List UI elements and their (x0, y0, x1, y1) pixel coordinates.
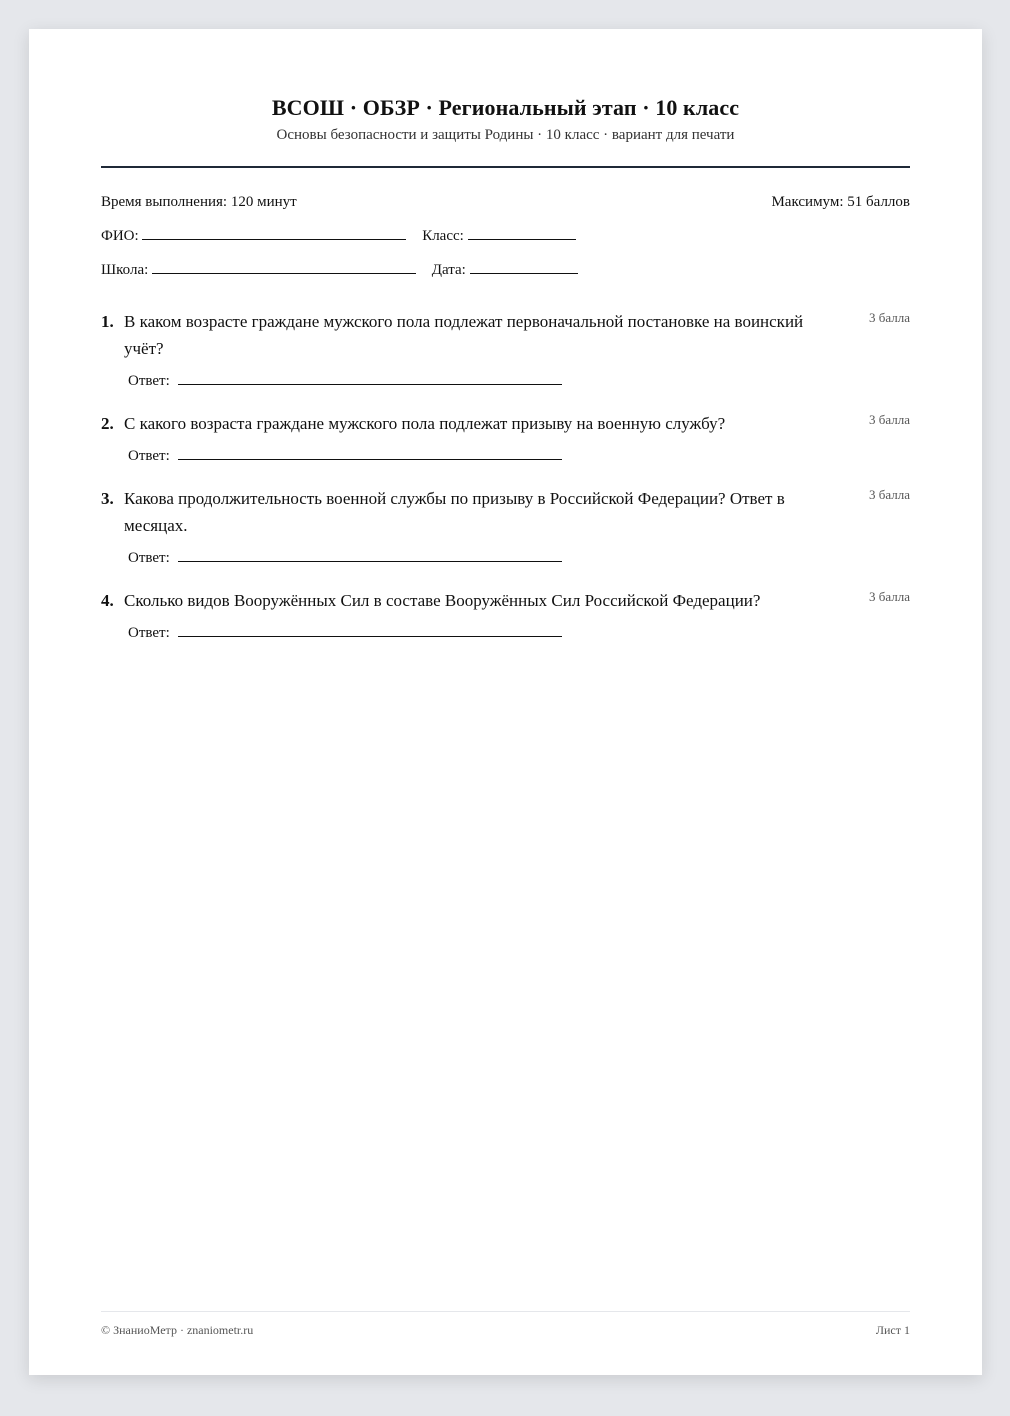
class-label: Класс: (422, 228, 464, 244)
page-number: Лист 1 (875, 1323, 910, 1337)
answer-blank[interactable] (178, 370, 562, 385)
answer-label: Ответ: (128, 448, 170, 464)
question-points: 3 балла (869, 589, 910, 604)
document-header (101, 93, 910, 145)
answer-field[interactable] (128, 622, 910, 643)
question-4 (101, 587, 910, 643)
sheet-content (101, 29, 910, 1375)
class-blank[interactable] (468, 225, 576, 240)
question-points: 3 балла (869, 412, 910, 427)
max-score: Максимум: 51 баллов (771, 194, 910, 210)
page-footer (101, 1311, 910, 1337)
question-number: 4. (101, 591, 114, 610)
date-label: Дата: (431, 262, 466, 278)
question-header (101, 308, 910, 362)
question-header (101, 410, 910, 437)
question-2 (101, 410, 910, 466)
school-blank[interactable] (152, 259, 416, 274)
fio-field[interactable] (101, 225, 406, 246)
answer-label: Ответ: (128, 625, 170, 641)
exam-sheet (29, 29, 982, 1375)
question-list (101, 308, 910, 662)
date-blank[interactable] (470, 259, 578, 274)
question-header (101, 587, 910, 614)
question-number: 3. (101, 489, 114, 508)
question-points: 3 балла (869, 487, 910, 502)
date-field[interactable] (432, 259, 578, 280)
question-text: Какова продолжительность военной службы по призыву в Российской Федерации? Ответ в месяцах. (124, 489, 785, 535)
question-number: 1. (101, 312, 114, 331)
question-number: 2. (101, 414, 114, 433)
question-1 (101, 308, 910, 391)
school-field[interactable] (101, 259, 416, 280)
question-3 (101, 485, 910, 568)
answer-label: Ответ: (128, 373, 170, 389)
class-field[interactable] (422, 225, 575, 246)
document-title: ВСОШ · ОБЗР · Региональный этап · 10 класс (271, 95, 740, 120)
time-limit: Время выполнения: 120 минут (101, 194, 297, 210)
fields-row-1 (101, 225, 588, 246)
answer-blank[interactable] (178, 622, 562, 637)
answer-field[interactable] (128, 370, 910, 391)
question-text: В каком возрасте граждане мужского пола подлежат первоначальной постановке на воинский учёт? (124, 312, 804, 358)
answer-field[interactable] (128, 445, 910, 466)
question-header (101, 485, 910, 539)
question-text: С какого возраста граждане мужского пола подлежат призыву на военную службу? (124, 414, 726, 433)
school-label: Школа: (101, 262, 149, 278)
answer-blank[interactable] (178, 547, 562, 562)
answer-label: Ответ: (128, 550, 170, 566)
answer-blank[interactable] (178, 445, 562, 460)
document-subtitle: Основы безопасности и защиты Родины · 10 класс · вариант для печати (276, 127, 735, 143)
header-divider (101, 166, 910, 168)
footer-copyright: © ЗнаниоМетр · znaniometr.ru (101, 1323, 254, 1337)
answer-field[interactable] (128, 547, 910, 568)
question-text: Сколько видов Вооружённых Сил в составе Вооружённых Сил Российской Федерации? (124, 591, 761, 610)
fields-row-2 (101, 259, 590, 280)
fio-blank[interactable] (142, 225, 406, 240)
fio-label: ФИО: (101, 228, 139, 244)
question-points: 3 балла (869, 310, 910, 325)
